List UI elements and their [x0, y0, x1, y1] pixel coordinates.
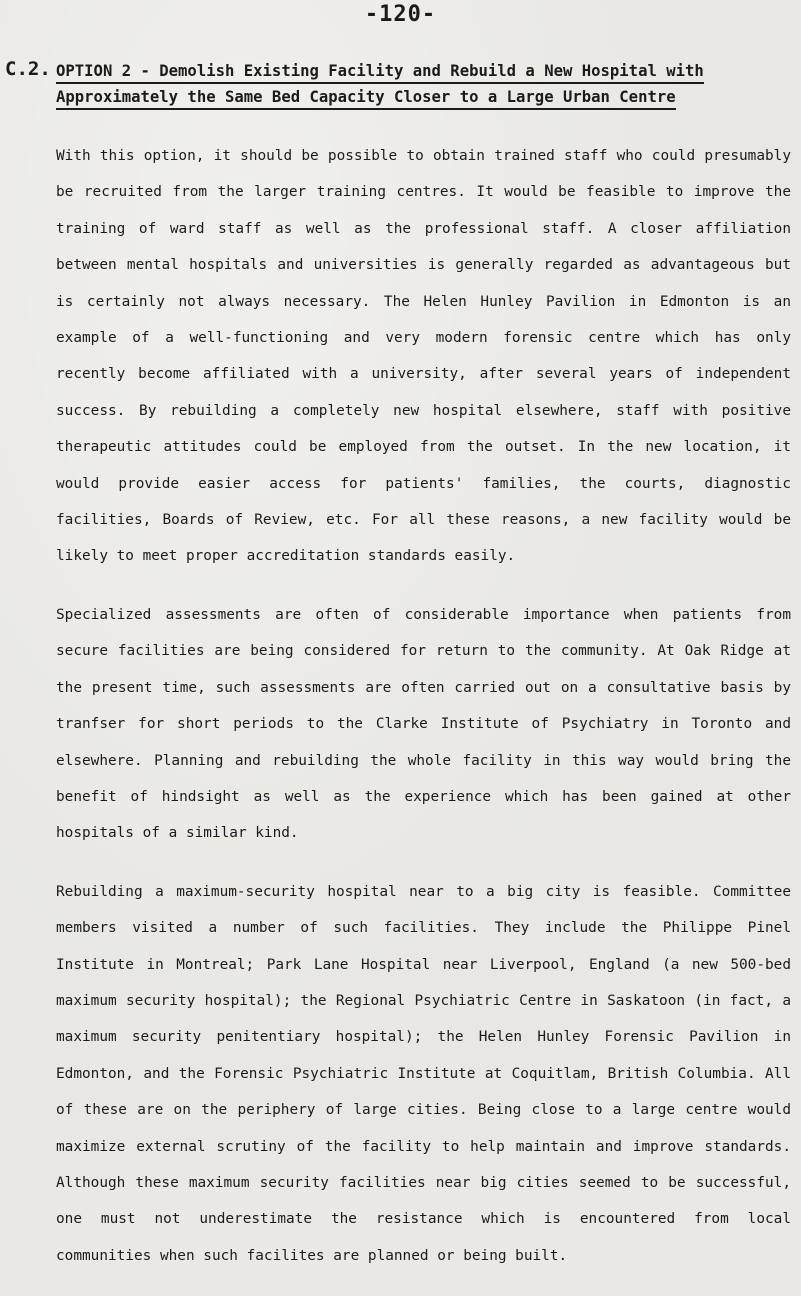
heading-line-2: Approximately the Same Bed Capacity Closer to a Large Urban Centre — [56, 86, 676, 110]
heading-line-1: OPTION 2 - Demolish Existing Facility and Rebuild a New Hospital with — [56, 60, 704, 84]
paragraph-2: Specialized assessments are often of considerable importance when patients from secure facilities are being considered for return to the community. At Oak Ridge at the present time, such assessments are often carried out on a consultative basis by tranfser for short periods to the Clarke Institute of Psychiatry in Toronto and elsewhere. Planning and rebuilding the whole facility in this way would bring the benefit of hindsight as well as the experience which has been gained at other hospitals of a similar kind. — [56, 606, 791, 842]
page-number: -120- — [364, 2, 437, 27]
section-heading — [56, 58, 801, 110]
paragraph-3: Rebuilding a maximum-security hospital near to a big city is feasible. Committee members visited a number of such facilities. They include the Philippe Pinel Institute in Montreal; Park Lane Hospital near Liverpool, England (a new 500-bed maximum security hospital); the Regional Psychiatric Centre in Saskatoon (in fact, a maximum security penitentiary hospital); the Helen Hunley Forensic Pavilion in Edmonton, and the Forensic Psychiatric Institute at Coquitlam, British Columbia. All of these are on the periphery of large cities. Being close to a large centre would maximize external scrutiny of the facility to help maintain and improve standards. Although these maximum security facilities near big cities seemed to be successful, one must not underestimate the resistance which is encountered from local communities when such facilites are planned or being built. — [56, 883, 791, 1264]
section-number: C.2. — [5, 58, 51, 80]
paragraph-1: With this option, it should be possible to obtain trained staff who could presumably be recruited from the larger training centres. It would be feasible to improve the training of ward staff as well as the professional staff. A closer affiliation between mental hospitals and universities is generally regarded as advantageous but is certainly not always necessary. The Helen Hunley Pavilion in Edmonton is an example of a well-functioning and very modern forensic centre which has only recently become affiliated with a university, after several years of independent success. By rebuilding a completely new hospital elsewhere, staff with positive therapeutic attitudes could be employed from the outset. In the new location, it would provide easier access for patients' families, the courts, diagnostic facilities, Boards of Review, etc. For all these reasons, a new facility would be likely to meet proper accreditation standards easily. — [56, 148, 791, 565]
body-text — [56, 138, 791, 1296]
